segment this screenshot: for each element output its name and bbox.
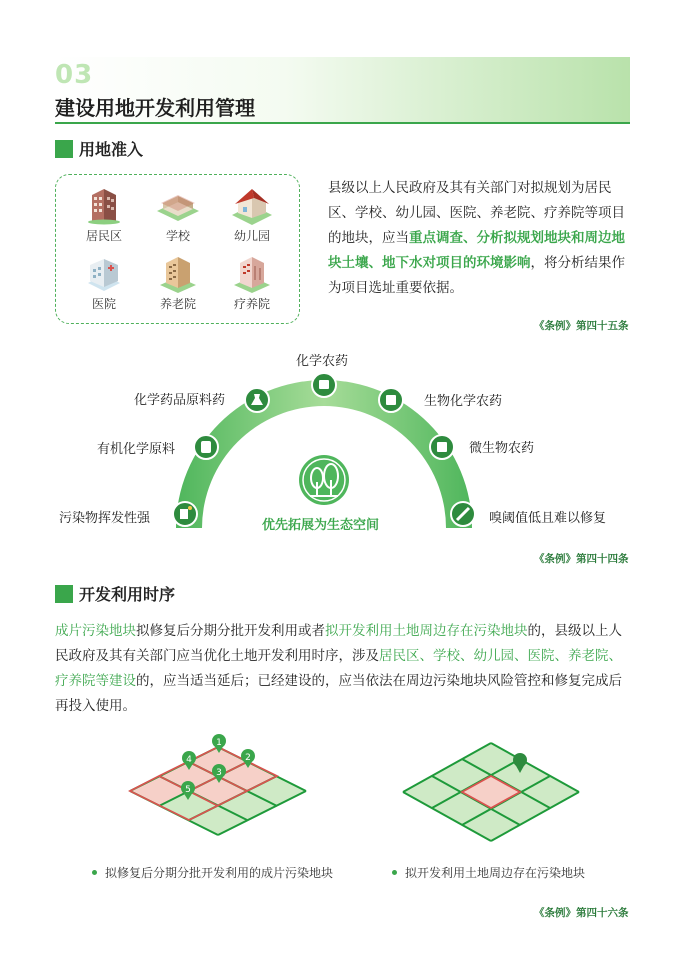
arc-label: 嗅阈值低且难以修复 — [489, 511, 607, 526]
facility-label: 养老院 — [159, 297, 196, 311]
bullet-icon — [92, 870, 97, 875]
pin-number: 5 — [185, 785, 191, 795]
grid2-caption — [392, 864, 585, 881]
arc-label: 生物化学农药 — [424, 394, 503, 409]
caption-text: 拟开发利用土地周边存在污染地块 — [405, 866, 586, 880]
facility-label: 疗养院 — [233, 297, 270, 311]
arc-label: 微生物农药 — [469, 441, 535, 456]
paragraph-highlight: 居民区、学校、幼儿园、医院、养老院、疗养院等建设 — [55, 648, 622, 689]
facility-label: 幼儿园 — [233, 229, 270, 243]
bullet-icon — [392, 870, 397, 875]
caption-text: 拟修复后分期分批开发利用的成片污染地块 — [105, 866, 334, 880]
paragraph-text: 的，应当适当延后；已经建设的，应当依法在周边污染地块风险管控和修复完成后再投入使用。 — [55, 673, 622, 714]
paragraph-text: 县级以上人民政府及其有关部门对拟规划为居民区、学校、幼儿园、医院、养老院、疗养院等项目的地块，应当 — [328, 180, 625, 246]
grid1-caption — [92, 864, 333, 881]
subheading-label: 开发利用时序 — [79, 585, 176, 604]
arc-label: 化学药品原料药 — [134, 393, 226, 408]
arc-label: 污染物挥发性强 — [59, 511, 151, 526]
paragraph-highlight: 拟开发利用土地周边存在污染地块 — [325, 623, 528, 639]
paragraph-text: 的，县级以上人民政府及其有关部门应当优化土地开发利用时序，涉及 — [55, 623, 622, 664]
paragraph-text: 拟修复后分期分批开发利用或者 — [136, 623, 325, 639]
paragraph-text: ，将分析结果作为项目选址重要依据。 — [328, 255, 625, 296]
section-number: 03 — [55, 60, 94, 90]
arc-center-text: 优先拓展为生态空间 — [262, 518, 380, 533]
facility-label: 学校 — [165, 229, 190, 243]
grid-surrounding-block — [403, 743, 579, 841]
paragraph-highlight: 重点调查、分析拟规划地块和周边地块土壤、地下水对项目的环境影响 — [328, 230, 625, 271]
arc-label: 有机化学原料 — [97, 442, 176, 457]
arc-label: 化学农药 — [296, 354, 349, 369]
citation: 《条例》第四十四条 — [534, 553, 629, 565]
facility-label: 居民区 — [85, 229, 122, 243]
pin-number: 2 — [245, 753, 251, 763]
citation: 《条例》第四十五条 — [534, 320, 629, 332]
pin-number: 1 — [216, 738, 222, 748]
grid-contaminated-blocks — [130, 747, 306, 835]
subheading-label: 用地准入 — [79, 140, 144, 159]
facility-label: 医院 — [91, 297, 116, 311]
section-title: 建设用地开发利用管理 — [55, 96, 255, 120]
pin-number: 4 — [186, 755, 192, 765]
citation: 《条例》第四十六条 — [534, 907, 629, 919]
pin-number: 3 — [216, 768, 222, 778]
paragraph-highlight: 成片污染地块 — [55, 623, 136, 639]
